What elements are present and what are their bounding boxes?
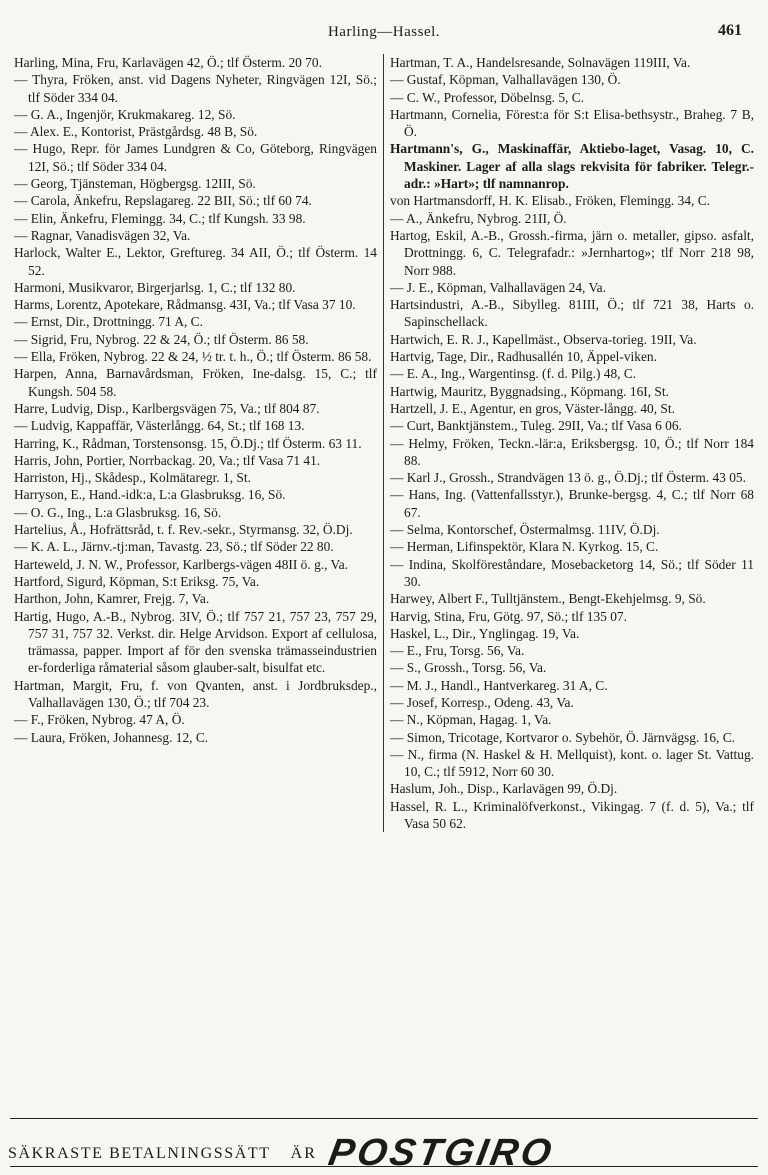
directory-entry: Harthon, John, Kamrer, Frejg. 7, Va.	[14, 591, 210, 607]
directory-entry: — O. G., Ing., L:a Glasbruksg. 16, Sö.	[14, 504, 222, 520]
directory-entry: — K. A. L., Järnv.-tj:man, Tavastg. 23, Sö.; tlf Söder 22 80.	[14, 539, 334, 555]
left-column	[14, 54, 384, 832]
directory-entry: — Herman, Lifinspektör, Klara N. Kyrkog. 15, C.	[390, 539, 659, 555]
directory-entry: — F., Fröken, Nybrog. 47 A, Ö.	[14, 712, 185, 728]
directory-entry: — Elin, Änkefru, Flemingg. 34, C.; tlf Kungsh. 33 98.	[14, 210, 306, 226]
page-header	[14, 18, 754, 54]
directory-entry: von Hartmansdorff, H. K. Elisab., Fröken, Flemingg. 34, C.	[390, 193, 710, 209]
directory-entry: Hartsindustri, A.-B., Sibylleg. 81III, Ö.; tlf 721 38, Harts o. Sapinschellack.	[390, 297, 754, 330]
directory-entry: — Selma, Kontorschef, Östermalmsg. 11IV, Ö.Dj.	[390, 522, 660, 538]
directory-entry: — Alex. E., Kontorist, Prästgårdsg. 48 B, Sö.	[14, 124, 258, 140]
directory-entry: Harvig, Stina, Fru, Götg. 97, Sö.; tlf 135 07.	[390, 608, 627, 624]
directory-entry: Hartelius, Å., Hofrättsråd, t. f. Rev.-sekr., Styrmansg. 32, Ö.Dj.	[14, 522, 353, 538]
postgiro-logo: POSTGIRO	[325, 1132, 558, 1174]
directory-entry: Hartzell, J. E., Agentur, en gros, Väster-långg. 40, St.	[390, 400, 675, 416]
directory-entry: — Ella, Fröken, Nybrog. 22 & 24, ½ tr. t. h., Ö.; tlf Österm. 86 58.	[14, 349, 372, 365]
directory-entry: Hartman, Margit, Fru, f. von Qvanten, anst. i Jordbruksdep., Valhallavägen 130, Ö.; tlf 704 23.	[14, 677, 377, 710]
directory-entry: — Ernst, Dir., Drottningg. 71 A, C.	[14, 314, 203, 330]
directory-entry: Harpen, Anna, Barnavårdsman, Fröken, Ine-dalsg. 15, C.; tlf Kungsh. 504 58.	[14, 366, 377, 399]
directory-entry: — M. J., Handl., Hantverkareg. 31 A, C.	[390, 677, 608, 693]
directory-entry: — Ludvig, Kappaffär, Västerlångg. 64, St.; tlf 168 13.	[14, 418, 305, 434]
directory-entry: Harteweld, J. N. W., Professor, Karlbergs-vägen 48II ö. g., Va.	[14, 556, 349, 572]
directory-entry: — Karl J., Grossh., Strandvägen 13 ö. g., Ö.Dj.; tlf Österm. 43 05.	[390, 470, 746, 486]
directory-entry: — Sigrid, Fru, Nybrog. 22 & 24, Ö.; tlf Österm. 86 58.	[14, 331, 309, 347]
directory-entry: Haskel, L., Dir., Ynglingag. 19, Va.	[390, 625, 580, 641]
directory-entry: — N., firma (N. Haskel & H. Mellquist), kont. o. lager St. Vattug. 10, C.; tlf 5912, Norr 60 30.	[390, 746, 754, 780]
directory-entry: — Carola, Änkefru, Repslagareg. 22 BII, Sö.; tlf 60 74.	[14, 193, 312, 209]
directory-entry: Hassel, R. L., Kriminalöfverkonst., Vikingag. 7 (f. d. 5), Va.; tlf Vasa 50 62.	[390, 798, 754, 832]
directory-entry: Harring, K., Rådman, Torstensonsg. 15, Ö.Dj.; tlf Österm. 63 11.	[14, 435, 362, 451]
directory-entry: — Indina, Skolföreståndare, Mosebacketorg 14, Sö.; tlf Söder 11 30.	[390, 556, 754, 589]
directory-entry: Hartwig, Mauritz, Byggnadsing., Köpmang. 16I, St.	[390, 383, 669, 399]
directory-entry: Harryson, E., Hand.-idk:a, L:a Glasbruksg. 16, Sö.	[14, 487, 286, 503]
directory-entry: Hartig, Hugo, A.-B., Nybrog. 3IV, Ö.; tlf 757 21, 757 23, 757 29, 757 31, 757 32. Verkst. dir. Helge Arvidson. Export af cellulosa, trämassa, papper. Import af för den svenska trämasseindustrien er-forderliga råmaterial såsom glauber-salt, bisulfat etc.	[14, 608, 377, 676]
running-head: Harling—Hassel.	[327, 24, 441, 40]
directory-entry: Harlock, Walter E., Lektor, Greftureg. 34 AII, Ö.; tlf Österm. 14 52.	[14, 245, 377, 278]
directory-entry: Hartwich, E. R. J., Kapellmäst., Observa-torieg. 19II, Va.	[390, 331, 697, 347]
advert-word: ÄR	[290, 1144, 317, 1162]
directory-entry: Haslum, Joh., Disp., Karlavägen 99, Ö.Dj.	[390, 781, 618, 797]
directory-entry: Hartford, Sigurd, Köpman, S:t Eriksg. 75, Va.	[14, 573, 260, 589]
directory-entry: Hartmann, Cornelia, Förest:a för S:t Elisa-bethsystr., Braheg. 7 B, Ö.	[390, 106, 754, 140]
directory-entry: — Thyra, Fröken, anst. vid Dagens Nyheter, Ringvägen 12I, Sö.; tlf Söder 334 04.	[14, 72, 377, 105]
footer-rule-top	[10, 1118, 758, 1119]
directory-entry: — E., Fru, Torsg. 56, Va.	[390, 643, 525, 659]
directory-entry: — Georg, Tjänsteman, Högbergsg. 12III, Sö.	[14, 176, 256, 192]
directory-entry: — Simon, Tricotage, Kortvaror o. Sybehör, Ö. Järnvägsg. 16, C.	[390, 729, 735, 745]
directory-entry: — Gustaf, Köpman, Valhallavägen 130, Ö.	[390, 72, 621, 88]
directory-entry: — Laura, Fröken, Johannesg. 12, C.	[14, 729, 209, 745]
directory-entry: — N., Köpman, Hagag. 1, Va.	[390, 712, 552, 728]
footer-rule-bottom	[10, 1166, 758, 1167]
directory-entry: — J. E., Köpman, Valhallavägen 24, Va.	[390, 279, 606, 295]
directory-entry: Harms, Lorentz, Apotekare, Rådmansg. 43I, Va.; tlf Vasa 37 10.	[14, 297, 356, 313]
advert-slogan: SÄKRASTE BETALNINGSSÄTT	[8, 1144, 271, 1162]
directory-entry: Hartvig, Tage, Dir., Radhusallén 10, Äppel-viken.	[390, 349, 657, 365]
directory-entry: Hartog, Eskil, A.-B., Grossh.-firma, järn o. metaller, gipso. asfalt, Drottningg. 6, C. Telegrafadr.: »Jernhartog»; tlf Norr 218 98, Norr 988.	[390, 227, 754, 278]
postgiro-advert	[8, 1132, 760, 1175]
directory-entry: Harre, Ludvig, Disp., Karlbergsvägen 75, Va.; tlf 804 87.	[14, 400, 320, 416]
directory-entry: Harris, John, Portier, Norrbackag. 20, Va.; tlf Vasa 71 41.	[14, 452, 321, 468]
directory-entry: Harmoni, Musikvaror, Birgerjarlsg. 1, C.; tlf 132 80.	[14, 279, 296, 295]
directory-entry: — Hans, Ing. (Vattenfallsstyr.), Brunke-bergsg. 4, C.; tlf Norr 68 67.	[390, 487, 754, 520]
directory-entry: — Hugo, Repr. för James Lundgren & Co, Göteborg, Ringvägen 12I, Sö.; tlf Söder 334 04.	[14, 141, 377, 174]
directory-entry: — S., Grossh., Torsg. 56, Va.	[390, 660, 547, 676]
columns	[14, 54, 754, 832]
right-column	[384, 54, 754, 832]
directory-entry: — C. W., Professor, Döbelnsg. 5, C.	[390, 89, 585, 105]
directory-entry: Harriston, Hj., Skådesp., Kolmätaregr. 1, St.	[14, 470, 251, 486]
directory-entry: — G. A., Ingenjör, Krukmakareg. 12, Sö.	[14, 106, 236, 122]
directory-entry: Harwey, Albert F., Tulltjänstem., Bengt-Ekehjelmsg. 9, Sö.	[390, 591, 706, 607]
directory-entry: Hartman, T. A., Handelsresande, Solnavägen 119III, Va.	[390, 55, 691, 70]
directory-entry: — E. A., Ing., Wargentinsg. (f. d. Pilg.) 48, C.	[390, 366, 637, 382]
directory-entry: — Josef, Korresp., Odeng. 43, Va.	[390, 694, 574, 710]
page-number: 461	[718, 22, 742, 39]
directory-entry: — Curt, Banktjänstem., Tuleg. 29II, Va.; tlf Vasa 6 06.	[390, 418, 682, 434]
directory-entry: — A., Änkefru, Nybrog. 21II, Ö.	[390, 210, 567, 226]
directory-entry: — Helmy, Fröken, Teckn.-lär:a, Eriksbergsg. 10, Ö.; tlf Norr 184 88.	[390, 435, 754, 468]
directory-entry: Harling, Mina, Fru, Karlavägen 42, Ö.; tlf Österm. 20 70.	[14, 55, 322, 70]
directory-entry: Hartmann's, G., Maskinaffär, Aktiebo-laget, Vasag. 10, C. Maskiner. Lager af alla slags rekvisita för fabriker. Telegr.-adr.: »Hart»; tlf namnanrop.	[390, 141, 754, 192]
directory-entry: — Ragnar, Vanadisvägen 32, Va.	[14, 227, 191, 243]
